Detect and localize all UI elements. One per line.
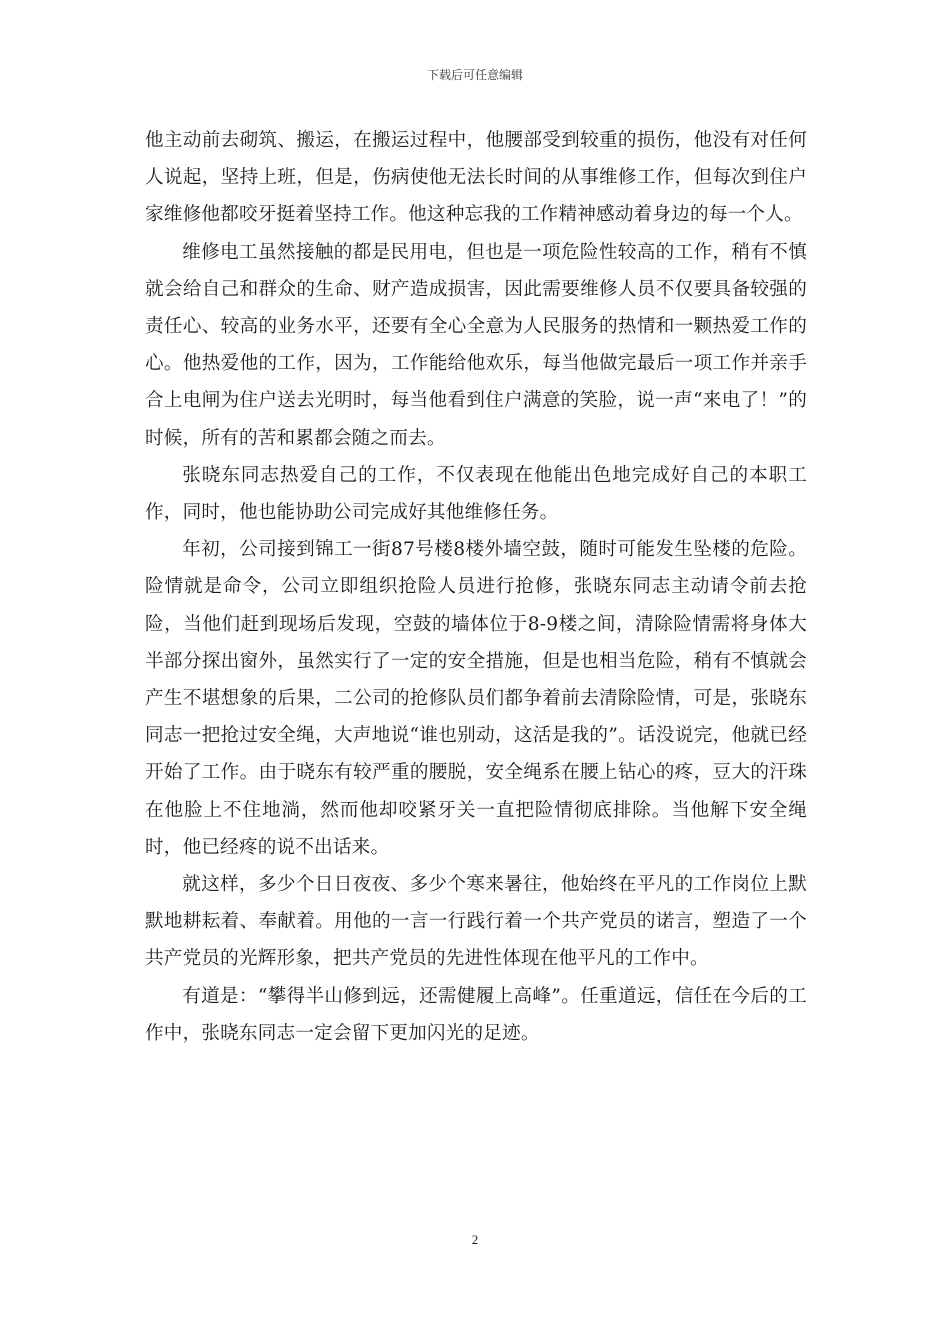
paragraph-continued: 他主动前去砌筑、搬运，在搬运过程中，他腰部受到较重的损伤，他没有对任何人说起，坚持上班，但是，伤病使他无法长时间的从事维修工作，但每次到住户家维修他都咬牙挺着坚持工作。他这种忘我的工作精神感动着身边的每一个人。 (145, 130, 807, 226)
paragraph: 年初，公司接到锦工一街87号楼8楼外墙空鼓，随时可能发生坠楼的危险。险情就是命令，公司立即组织抢险人员进行抢修，张晓东同志主动请令前去抢险，当他们赶到现场后发现，空鼓的墙体位于8-9楼之间，清除险情需将身体大半部分探出窗外，虽然实行了一定的安全措施，但是也相当危险，稍有不慎就会产生不堪想象的后果，二公司的抢修队员们都争着前去清除险情，可是，张晓东同志一把抢过安全绳，大声地说“谁也别动，这活是我的”。话没说完，他就已经开始了工作。由于晓东有较严重的腰脱，安全绳系在腰上钻心的疼，豆大的汗珠在他脸上不住地淌，然而他却咬紧牙关一直把险情彻底排除。当他解下安全绳时，他已经疼的说不出话来。 (145, 539, 807, 858)
document-body (145, 122, 807, 1052)
page-number: 2 (471, 1232, 479, 1247)
paragraph: 张晓东同志热爱自己的工作，不仅表现在他能出色地完成好自己的本职工作，同时，他也能协助公司完成好其他维修任务。 (145, 464, 807, 524)
paragraph: 维修电工虽然接触的都是民用电，但也是一项危险性较高的工作，稍有不慎就会给自己和群众的生命、财产造成损害，因此需要维修人员不仅要具备较强的责任心、较高的业务水平，还要有全心全意为人民服务的热情和一颗热爱工作的心。他热爱他的工作，因为，工作能给他欢乐，每当他做完最后一项工作并亲手合上电闸为住户送去光明时，每当他看到住户满意的笑脸，说一声“来电了！”的时候，所有的苦和累都会随之而去。 (145, 241, 807, 449)
paragraph: 就这样，多少个日日夜夜、多少个寒来暑往，他始终在平凡的工作岗位上默默地耕耘着、奉献着。用他的一言一行践行着一个共产党员的诺言，塑造了一个共产党员的光辉形象，把共产党员的先进性体现在他平凡的工作中。 (145, 874, 807, 970)
paragraph: 有道是：“攀得半山修到远，还需健履上高峰”。任重道远，信任在今后的工作中，张晓东同志一定会留下更加闪光的足迹。 (145, 985, 807, 1044)
page-header: 下载后可任意编辑 (426, 68, 523, 82)
